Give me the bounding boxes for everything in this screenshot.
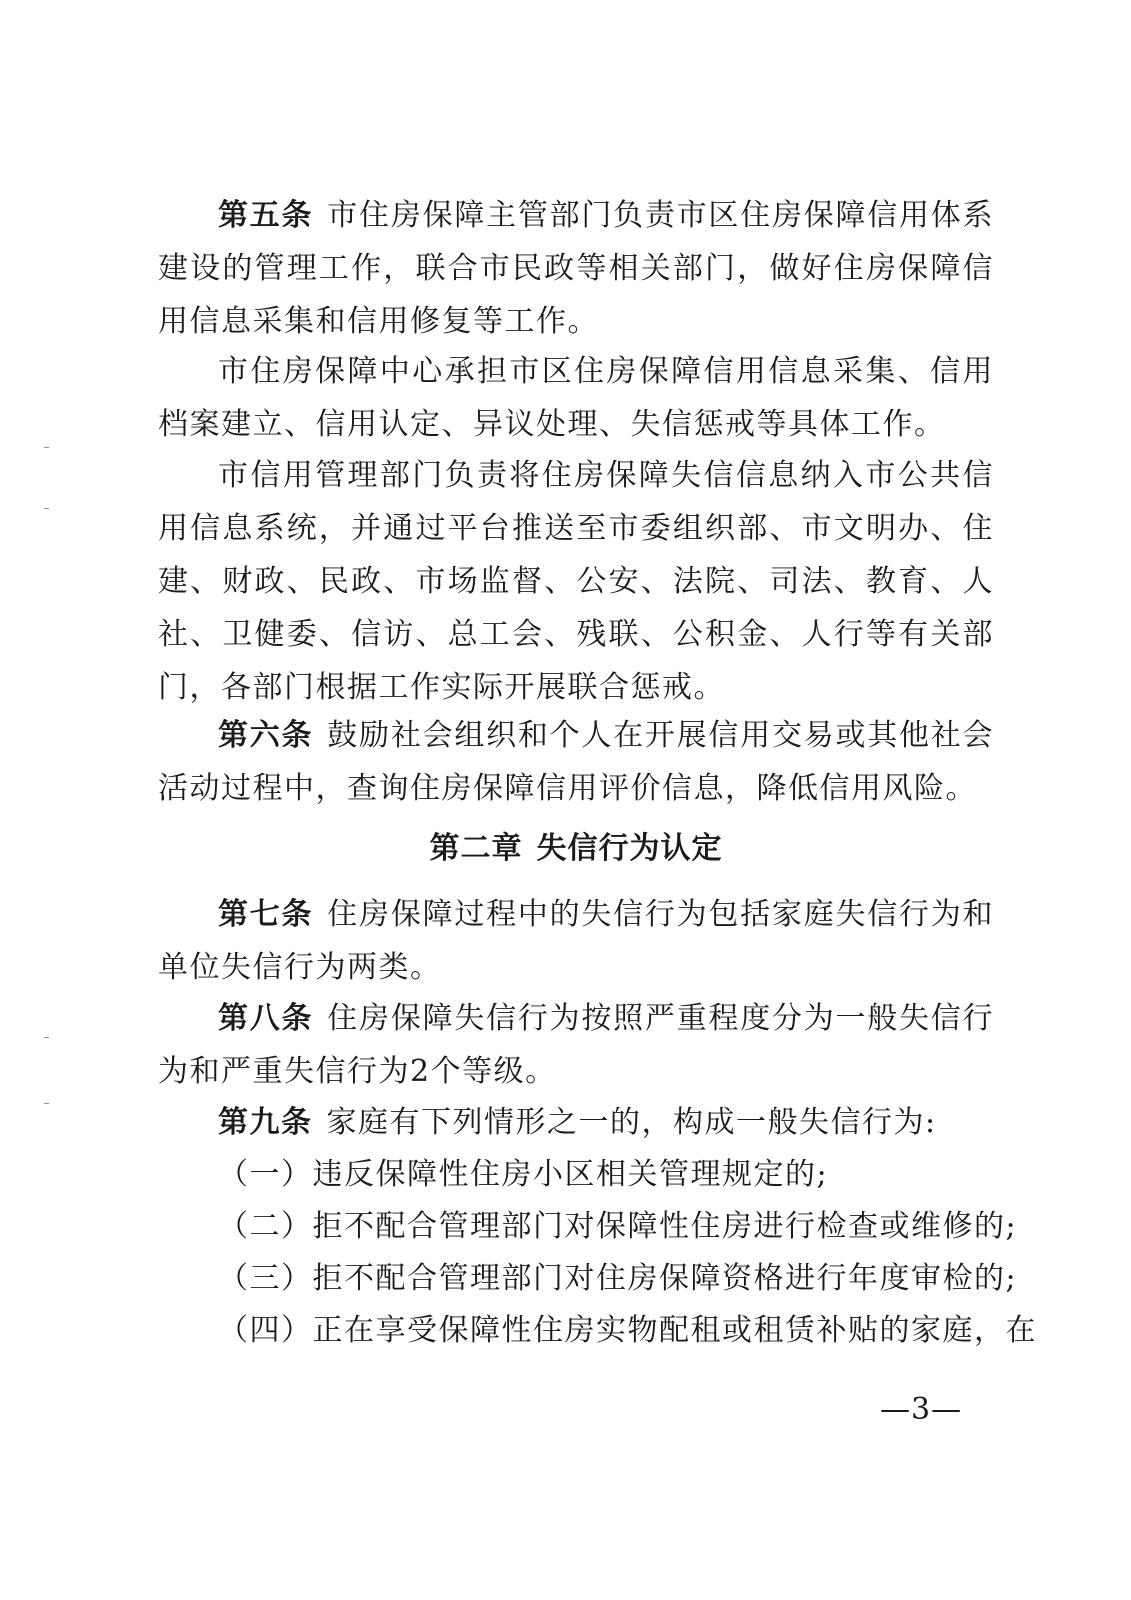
scan-mark [44, 1037, 49, 1038]
article-8-text: 住房保障失信行为按照严重程度分为一般失信行为和严重失信行为2个等级。 [158, 1001, 995, 1089]
article-7 [158, 888, 994, 994]
list-item: （四）正在享受保障性住房实物配租或租赁补贴的家庭，在 [218, 1313, 1037, 1348]
article-5-paragraph-2: 市住房保障中心承担市区住房保障信用信息采集、信用档案建立、信用认定、异议处理、失信惩戒等具体工作。 [158, 354, 994, 442]
article-5-text: 市住房保障主管部门负责市区住房保障信用体系建设的管理工作，联合市民政等相关部门，做好住房保障信用信息采集和信用修复等工作。 [158, 198, 995, 339]
article-6-heading: 第六条 [218, 718, 314, 753]
article-7-heading: 第七条 [218, 897, 314, 932]
chapter-heading [158, 822, 994, 875]
page-number: —3— [880, 1392, 963, 1427]
list-item: （三）拒不配合管理部门对住房保障资格进行年度审检的; [218, 1261, 1018, 1296]
article-5-heading: 第五条 [218, 198, 314, 233]
article-8-heading: 第八条 [218, 1001, 314, 1036]
article-9-text: 家庭有下列情形之一的，构成一般失信行为: [326, 1105, 937, 1140]
article-8 [158, 992, 994, 1098]
article-9 [158, 1096, 994, 1149]
list-item: （一）违反保障性住房小区相关管理规定的; [218, 1157, 829, 1192]
article-5 [158, 189, 994, 348]
article-9-heading: 第九条 [218, 1105, 313, 1140]
list-item: （二）拒不配合管理部门对保障性住房进行检查或维修的; [218, 1209, 1018, 1244]
scan-mark [44, 447, 49, 448]
chapter-title: 失信行为认定 [536, 831, 723, 866]
scan-mark [44, 508, 49, 509]
chapter-number: 第二章 [429, 831, 523, 866]
article-6 [158, 709, 994, 815]
article-5-paragraph-3: 市信用管理部门负责将住房保障失信信息纳入市公共信用信息系统，并通过平台推送至市委组织部、市文明办、住建、财政、民政、市场监督、公安、法院、司法、教育、人社、卫健委、信访、总工会、残联、公积金、人行等有关部门，各部门根据工作实际开展联合惩戒。 [158, 458, 994, 705]
article-7-text: 住房保障过程中的失信行为包括家庭失信行为和单位失信行为两类。 [158, 897, 995, 985]
scan-mark [44, 1103, 49, 1104]
article-6-text: 鼓励社会组织和个人在开展信用交易或其他社会活动过程中，查询住房保障信用评价信息，降低信用风险。 [158, 718, 995, 806]
